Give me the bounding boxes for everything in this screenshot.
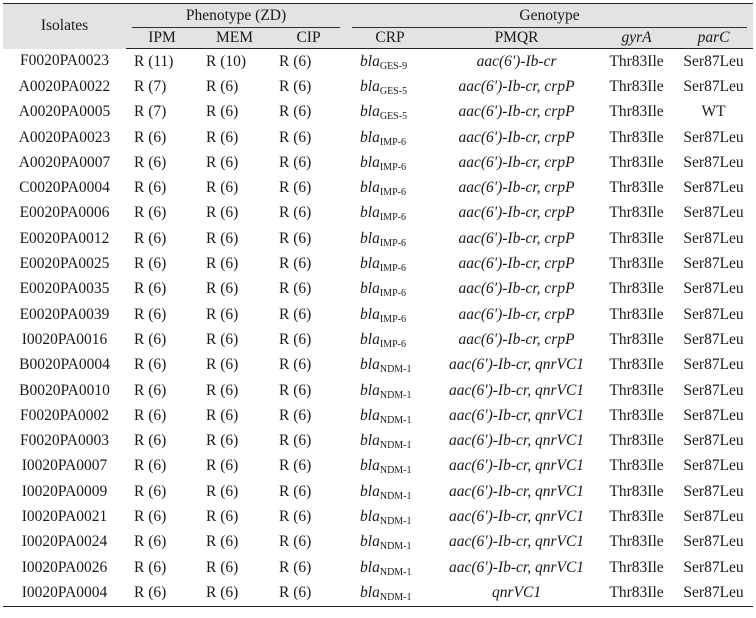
cip-cell: R (6) — [279, 280, 312, 298]
cip-cell: R (6) — [279, 255, 312, 273]
gyra-cell: Thr83Ile — [609, 507, 664, 525]
pmqr-cell: aac(6')-Ib-cr, qnrVC1 — [449, 482, 585, 500]
crp-cell — [346, 454, 434, 479]
crp-variant: GES-5 — [379, 85, 408, 97]
crp-cell — [346, 125, 434, 150]
gyra-cell: Thr83Ile — [609, 330, 664, 348]
table-row — [3, 378, 753, 403]
mem-cell: R (6) — [206, 153, 239, 171]
gyra-cell: Thr83Ile — [609, 356, 664, 374]
ipm-cell: R (11) — [134, 52, 174, 70]
pmqr-cell: aac(6')-Ib-cr, qnrVC1 — [449, 457, 585, 475]
ipm-cell: R (6) — [134, 305, 167, 323]
header-pmqr: PMQR — [434, 28, 599, 49]
table-row — [3, 277, 753, 302]
table-header — [3, 4, 753, 49]
mem-cell: R (6) — [206, 204, 239, 222]
table-row — [3, 504, 753, 529]
isolate-cell: I0020PA0004 — [3, 580, 126, 606]
isolate-cell: B0020PA0004 — [19, 356, 110, 374]
cip-cell: R (6) — [279, 153, 312, 171]
crp-gene: bla — [360, 533, 380, 551]
crp-cell — [346, 403, 434, 428]
crp-cell — [346, 479, 434, 504]
cip-cell: R (6) — [279, 482, 312, 500]
parc-cell: Ser87Leu — [683, 381, 744, 399]
mem-cell: R (6) — [206, 255, 239, 273]
crp-variant: NDM-1 — [379, 389, 412, 401]
ipm-cell: R (6) — [134, 128, 167, 146]
crp-gene: bla — [360, 305, 380, 323]
isolate-cell: F0020PA0003 — [19, 432, 109, 450]
table-row — [3, 530, 753, 555]
gyra-cell: Thr83Ile — [609, 52, 664, 70]
isolate-cell: B0020PA0010 — [19, 381, 110, 399]
gyra-cell: Thr83Ile — [609, 153, 664, 171]
isolate-cell: A0020PA0005 — [18, 103, 111, 121]
isolate-cell: E0020PA0012 — [19, 229, 110, 247]
parc-cell: Ser87Leu — [683, 432, 744, 450]
pmqr-cell: aac(6')-Ib-cr, crpP — [458, 305, 575, 323]
crp-gene: bla — [360, 432, 380, 450]
pmqr-cell: aac(6')-Ib-cr, qnrVC1 — [449, 356, 585, 374]
table-body — [3, 49, 753, 607]
parc-cell: Ser87Leu — [683, 229, 744, 247]
mem-cell: R (6) — [206, 507, 239, 525]
isolate-cell: E0020PA0039 — [19, 305, 110, 323]
table-row — [3, 302, 753, 327]
cip-cell: R (6) — [279, 128, 312, 146]
cip-cell: R (6) — [279, 457, 312, 475]
ipm-cell: R (6) — [134, 432, 167, 450]
table-row — [3, 555, 753, 580]
parc-cell: Ser87Leu — [683, 305, 744, 323]
isolate-cell: I0020PA0016 — [21, 330, 108, 348]
table-row — [3, 125, 753, 150]
mem-cell: R (6) — [206, 381, 239, 399]
crp-gene: bla — [360, 103, 380, 121]
crp-variant: NDM-1 — [379, 414, 412, 426]
isolate-cell: F0020PA0023 — [19, 52, 109, 70]
pmqr-cell: qnrVC1 — [434, 580, 599, 606]
gyra-cell: Thr83Ile — [609, 406, 664, 424]
crp-gene: bla — [360, 356, 380, 374]
crp-variant: NDM-1 — [379, 364, 412, 376]
table-row — [3, 403, 753, 428]
crp-cell — [346, 251, 434, 276]
pmqr-cell: aac(6')-Ib-cr, qnrVC1 — [449, 533, 585, 551]
cip-cell: R (6) — [279, 204, 312, 222]
ipm-cell: R (6) — [134, 179, 167, 197]
crp-gene: bla — [360, 52, 380, 70]
table-row — [3, 251, 753, 276]
parc-cell: Ser87Leu — [683, 204, 744, 222]
cip-cell: R (6) — [279, 305, 312, 323]
crp-cell — [346, 302, 434, 327]
ipm-cell: R (6) — [134, 280, 167, 298]
mem-cell: R (6) — [206, 356, 239, 374]
cip-cell: R (6) — [279, 229, 312, 247]
pmqr-cell: aac(6')-Ib-cr, crpP — [458, 128, 575, 146]
crp-gene: bla — [360, 507, 380, 525]
isolates-table — [3, 3, 753, 607]
crp-cell — [346, 49, 434, 75]
crp-variant: GES-9 — [379, 60, 408, 72]
table-container — [3, 3, 753, 607]
crp-variant: NDM-1 — [379, 515, 412, 527]
crp-variant: GES-5 — [379, 111, 408, 123]
pmqr-cell: aac(6')-Ib-cr, crpP — [458, 229, 575, 247]
mem-cell: R (6) — [206, 482, 239, 500]
isolate-cell: I0020PA0009 — [21, 482, 108, 500]
parc-cell: Ser87Leu — [683, 558, 744, 576]
ipm-cell: R (6) — [134, 153, 167, 171]
ipm-cell: R (6) — [134, 229, 167, 247]
mem-cell: R (6) — [206, 103, 239, 121]
gyra-cell: Thr83Ile — [609, 533, 664, 551]
pmqr-cell: aac(6')-Ib-cr, crpP — [458, 255, 575, 273]
parc-cell: Ser87Leu — [683, 52, 744, 70]
crp-gene: bla — [360, 280, 380, 298]
pmqr-cell: aac(6')-Ib-cr, qnrVC1 — [449, 381, 585, 399]
gyra-cell: Thr83Ile — [609, 229, 664, 247]
crp-cell — [346, 555, 434, 580]
mem-cell: R (6) — [206, 229, 239, 247]
crp-cell — [346, 201, 434, 226]
parc-cell: Ser87Leu — [683, 507, 744, 525]
cip-cell: R (6) — [279, 381, 312, 399]
gyra-cell: Thr83Ile — [609, 558, 664, 576]
pmqr-cell: aac(6')-Ib-cr — [476, 52, 557, 70]
ipm-cell: R (6) — [134, 406, 167, 424]
gyra-cell: Thr83Ile — [609, 280, 664, 298]
parc-cell: Ser87Leu — [683, 255, 744, 273]
crp-gene: bla — [360, 381, 380, 399]
parc-cell: Ser87Leu — [683, 356, 744, 374]
header-mem: MEM — [198, 28, 271, 49]
pmqr-cell: aac(6')-Ib-cr, qnrVC1 — [449, 406, 585, 424]
gyra-cell: Thr83Ile — [609, 482, 664, 500]
pmqr-cell: aac(6')-Ib-cr, crpP — [458, 103, 575, 121]
ipm-cell: R (6) — [134, 330, 167, 348]
ipm-cell: R (6) — [134, 457, 167, 475]
gyra-cell: Thr83Ile — [609, 103, 664, 121]
ipm-cell: R (7) — [134, 77, 167, 95]
table-row — [3, 175, 753, 200]
ipm-cell: R (6) — [134, 533, 167, 551]
crp-gene: bla — [360, 255, 380, 273]
ipm-cell: R (6) — [126, 580, 198, 606]
mem-cell: R (6) — [206, 305, 239, 323]
crp-variant: IMP-6 — [379, 161, 406, 173]
pmqr-cell: aac(6')-Ib-cr, crpP — [458, 280, 575, 298]
crp-gene: bla — [360, 558, 380, 576]
crp-variant: NDM-1 — [379, 490, 412, 502]
cip-cell: R (6) — [279, 52, 312, 70]
mem-cell: R (6) — [206, 280, 239, 298]
isolate-cell: A0020PA0023 — [18, 128, 111, 146]
mem-cell: R (6) — [206, 406, 239, 424]
crp-variant: IMP-6 — [379, 237, 406, 249]
isolate-cell: E0020PA0006 — [19, 204, 110, 222]
ipm-cell: R (6) — [134, 204, 167, 222]
cip-cell: R (6) — [271, 580, 346, 606]
crp-gene: bla — [360, 583, 380, 601]
table-row — [3, 74, 753, 99]
crp-variant: NDM-1 — [379, 465, 412, 477]
pmqr-cell: aac(6')-Ib-cr, crpP — [458, 153, 575, 171]
crp-variant: IMP-6 — [379, 187, 406, 199]
header-phenotype-group — [126, 4, 346, 29]
crp-cell — [346, 428, 434, 453]
cip-cell: R (6) — [279, 179, 312, 197]
isolate-cell: E0020PA0025 — [19, 255, 110, 273]
isolate-cell: A0020PA0022 — [18, 77, 111, 95]
parc-cell: Ser87Leu — [683, 533, 744, 551]
gyra-cell: Thr83Ile — [609, 255, 664, 273]
isolate-cell: A0020PA0007 — [18, 153, 111, 171]
parc-cell: Ser87Leu — [683, 406, 744, 424]
table-row — [3, 428, 753, 453]
header-crp: CRP — [346, 28, 434, 49]
gyra-cell: Thr83Ile — [609, 381, 664, 399]
table-row — [3, 327, 753, 352]
cip-cell: R (6) — [279, 103, 312, 121]
isolate-cell: C0020PA0004 — [19, 179, 110, 197]
isolate-cell: E0020PA0035 — [19, 280, 110, 298]
crp-cell — [346, 175, 434, 200]
crp-variant: IMP-6 — [379, 338, 406, 350]
crp-gene: bla — [360, 204, 380, 222]
mem-cell: R (6) — [206, 533, 239, 551]
table-row — [3, 150, 753, 175]
table-row — [3, 100, 753, 125]
crp-cell — [346, 504, 434, 529]
crp-cell — [346, 327, 434, 352]
crp-variant: NDM-1 — [379, 440, 412, 452]
crp-cell — [346, 100, 434, 125]
pmqr-cell: aac(6')-Ib-cr, qnrVC1 — [449, 507, 585, 525]
table-row — [3, 353, 753, 378]
ipm-cell: R (6) — [134, 381, 167, 399]
crp-cell — [346, 277, 434, 302]
gyra-cell: Thr83Ile — [609, 204, 664, 222]
ipm-cell: R (6) — [134, 507, 167, 525]
crp-cell — [346, 74, 434, 99]
crp-variant: IMP-6 — [379, 136, 406, 148]
cip-cell: R (6) — [279, 406, 312, 424]
gyra-cell: Thr83Ile — [609, 305, 664, 323]
gyra-cell: Thr83Ile — [609, 457, 664, 475]
crp-cell — [346, 353, 434, 378]
mem-cell: R (6) — [206, 432, 239, 450]
header-parc: parC — [674, 28, 753, 49]
header-gyra: gyrA — [599, 28, 674, 49]
crp-gene: bla — [360, 330, 380, 348]
mem-cell: R (6) — [206, 457, 239, 475]
cip-cell: R (6) — [279, 558, 312, 576]
gyra-cell: Thr83Ile — [609, 128, 664, 146]
pmqr-cell: aac(6')-Ib-cr, crpP — [458, 330, 575, 348]
table-row — [3, 454, 753, 479]
crp-variant: IMP-6 — [379, 263, 406, 275]
header-cip: CIP — [271, 28, 346, 49]
crp-gene: bla — [360, 229, 380, 247]
crp-variant: NDM-1 — [379, 541, 412, 553]
crp-gene: bla — [360, 128, 380, 146]
isolate-cell: I0020PA0021 — [21, 507, 108, 525]
header-ipm: IPM — [126, 28, 198, 49]
mem-cell: R (6) — [206, 179, 239, 197]
parc-cell: Ser87Leu — [683, 457, 744, 475]
mem-cell: R (6) — [206, 77, 239, 95]
gyra-cell: Thr83Ile — [609, 179, 664, 197]
parc-cell: Ser87Leu — [683, 128, 744, 146]
table-row — [3, 49, 753, 75]
parc-cell: Ser87Leu — [683, 482, 744, 500]
ipm-cell: R (6) — [134, 356, 167, 374]
parc-cell: Ser87Leu — [683, 330, 744, 348]
ipm-cell: R (6) — [134, 558, 167, 576]
crp-gene: bla — [360, 406, 380, 424]
genotype-group-label: Genotype — [519, 7, 580, 24]
ipm-cell: R (6) — [134, 482, 167, 500]
gyra-cell: Thr83Ile — [599, 580, 674, 606]
parc-cell: Ser87Leu — [683, 77, 744, 95]
crp-variant: IMP-6 — [379, 288, 406, 300]
pmqr-cell: aac(6')-Ib-cr, crpP — [458, 204, 575, 222]
table-row — [3, 580, 753, 606]
crp-cell — [346, 378, 434, 403]
table-row — [3, 201, 753, 226]
phenotype-group-label: Phenotype (ZD) — [185, 7, 287, 24]
cip-cell: R (6) — [279, 507, 312, 525]
crp-variant: IMP-6 — [379, 313, 406, 325]
pmqr-cell: aac(6')-Ib-cr, crpP — [458, 77, 575, 95]
crp-variant: IMP-6 — [379, 212, 406, 224]
cip-cell: R (6) — [279, 330, 312, 348]
crp-cell — [346, 150, 434, 175]
crp-cell — [346, 580, 434, 606]
mem-cell: R (6) — [206, 330, 239, 348]
cip-cell: R (6) — [279, 356, 312, 374]
parc-cell: Ser87Leu — [674, 580, 753, 606]
crp-gene: bla — [360, 77, 380, 95]
crp-gene: bla — [360, 482, 380, 500]
table-row — [3, 226, 753, 251]
crp-gene: bla — [360, 153, 380, 171]
cip-cell: R (6) — [279, 533, 312, 551]
mem-cell: R (6) — [206, 128, 239, 146]
crp-gene: bla — [360, 179, 380, 197]
header-genotype-group — [346, 4, 753, 29]
parc-cell: Ser87Leu — [683, 179, 744, 197]
pmqr-cell: aac(6')-Ib-cr, qnrVC1 — [449, 432, 585, 450]
mem-cell: R (6) — [198, 580, 271, 606]
ipm-cell: R (6) — [134, 255, 167, 273]
parc-cell: Ser87Leu — [683, 280, 744, 298]
pmqr-cell: aac(6')-Ib-cr, crpP — [458, 179, 575, 197]
crp-variant: NDM-1 — [379, 591, 412, 603]
table-row — [3, 479, 753, 504]
mem-cell: R (10) — [206, 52, 247, 70]
isolate-cell: I0020PA0007 — [21, 457, 108, 475]
crp-gene: bla — [360, 457, 380, 475]
ipm-cell: R (7) — [134, 103, 167, 121]
header-isolates: Isolates — [3, 4, 126, 49]
gyra-cell: Thr83Ile — [609, 432, 664, 450]
cip-cell: R (6) — [279, 432, 312, 450]
parc-cell: Ser87Leu — [683, 153, 744, 171]
isolate-cell: F0020PA0002 — [19, 406, 109, 424]
crp-cell — [346, 530, 434, 555]
crp-variant: NDM-1 — [379, 566, 412, 578]
gyra-cell: Thr83Ile — [609, 77, 664, 95]
mem-cell: R (6) — [206, 558, 239, 576]
parc-cell: WT — [701, 103, 726, 121]
crp-cell — [346, 226, 434, 251]
cip-cell: R (6) — [279, 77, 312, 95]
isolate-cell: I0020PA0026 — [21, 558, 108, 576]
pmqr-cell: aac(6')-Ib-cr, qnrVC1 — [449, 558, 585, 576]
isolate-cell: I0020PA0024 — [21, 533, 108, 551]
